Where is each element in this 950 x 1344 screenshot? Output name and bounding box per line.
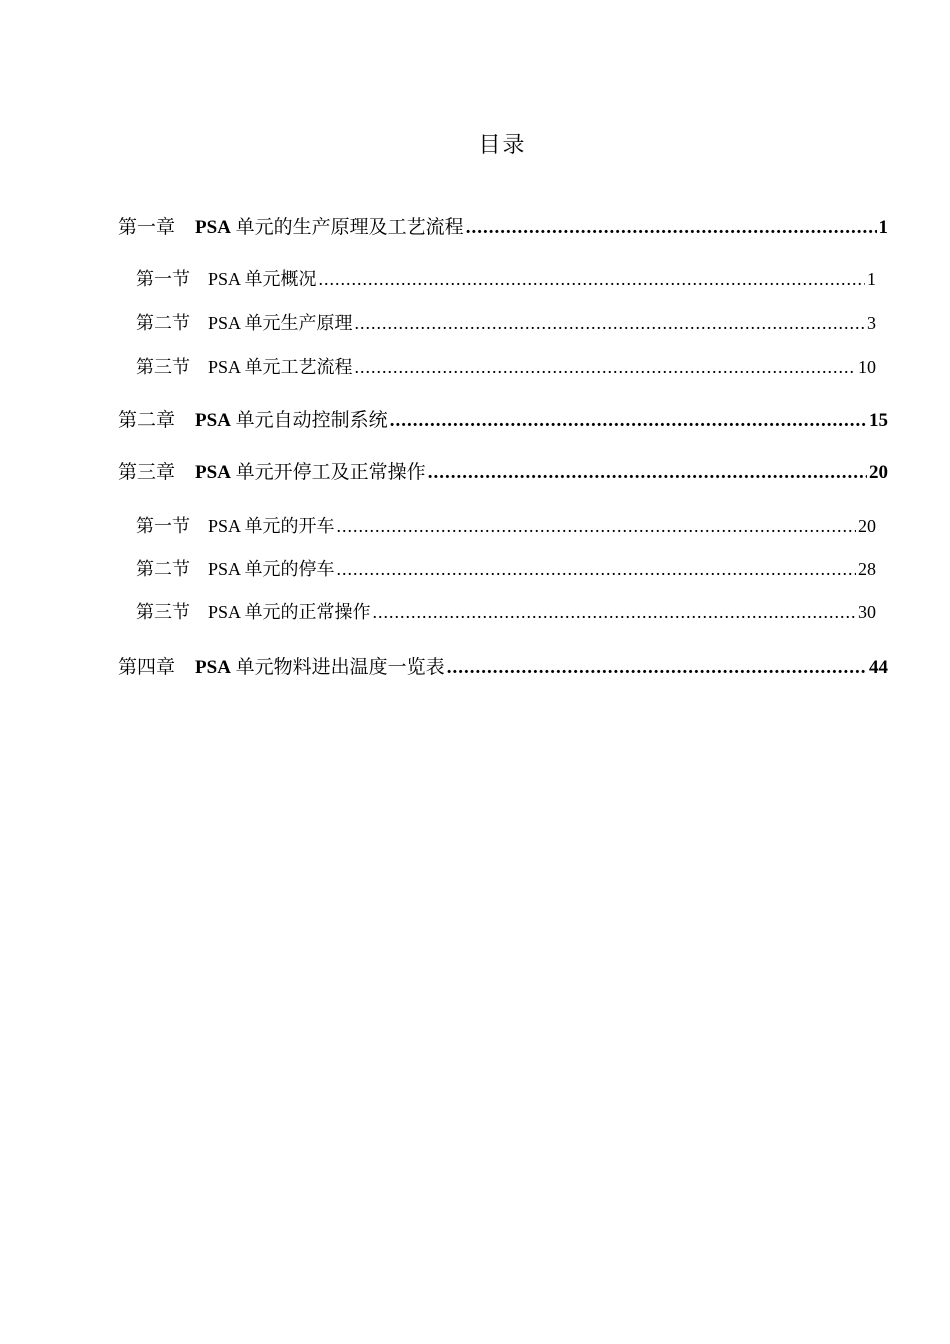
chapter-number: 第三章 <box>118 462 176 483</box>
toc-entry-label <box>118 405 388 432</box>
psa-label: PSA <box>195 462 231 483</box>
psa-label: PSA <box>195 657 231 678</box>
toc-entry-label <box>136 353 353 379</box>
psa-label: PSA <box>208 313 241 333</box>
section-title: 单元的开车 <box>244 516 335 536</box>
dot-leader <box>337 559 856 580</box>
dot-leader <box>390 410 867 432</box>
page-number: 30 <box>858 602 876 622</box>
dot-leader <box>428 462 867 484</box>
toc-section-1-2[interactable] <box>136 309 876 335</box>
page-title: 目录 <box>478 132 527 157</box>
section-title: 单元的停车 <box>244 559 335 579</box>
section-number: 第一节 <box>136 269 190 289</box>
dot-leader <box>355 313 865 334</box>
toc-chapter-3[interactable] <box>118 457 888 484</box>
page-number: 20 <box>858 516 876 536</box>
chapter-title: 单元物料进出温度一览表 <box>235 657 445 678</box>
toc-section-1-1[interactable] <box>136 265 876 291</box>
section-title: 单元生产原理 <box>244 313 353 333</box>
section-title: 单元的正常操作 <box>244 602 371 622</box>
toc-entry-label <box>118 652 445 679</box>
section-number: 第二节 <box>136 559 190 579</box>
toc-entry-label <box>136 512 335 538</box>
chapter-number: 第四章 <box>118 657 176 678</box>
page-number: 44 <box>869 657 888 678</box>
dot-leader <box>373 602 856 623</box>
toc-entry-label <box>118 212 464 239</box>
dot-leader <box>319 269 865 290</box>
page-number: 1 <box>878 217 888 238</box>
psa-label: PSA <box>195 217 231 238</box>
psa-label: PSA <box>208 357 241 377</box>
dot-leader <box>466 217 877 239</box>
toc-chapter-1[interactable] <box>118 212 888 239</box>
dot-leader <box>337 516 856 537</box>
page-number: 20 <box>869 462 888 483</box>
psa-label: PSA <box>208 559 241 579</box>
toc-entry-label <box>136 309 353 335</box>
section-number: 第二节 <box>136 313 190 333</box>
toc-entry-label <box>118 457 426 484</box>
psa-label: PSA <box>195 410 231 431</box>
section-number: 第一节 <box>136 516 190 536</box>
toc-section-3-2[interactable] <box>136 555 876 581</box>
section-title: 单元工艺流程 <box>244 357 353 377</box>
section-number: 第三节 <box>136 357 190 377</box>
psa-label: PSA <box>208 516 241 536</box>
chapter-number: 第二章 <box>118 410 176 431</box>
chapter-number: 第一章 <box>118 217 176 238</box>
toc-section-3-3[interactable] <box>136 598 876 624</box>
chapter-title: 单元的生产原理及工艺流程 <box>235 217 464 238</box>
chapter-title: 单元自动控制系统 <box>235 410 388 431</box>
toc-entry-label <box>136 555 335 581</box>
toc-chapter-2[interactable] <box>118 405 888 432</box>
psa-label: PSA <box>208 269 241 289</box>
psa-label: PSA <box>208 602 241 622</box>
dot-leader <box>447 657 867 679</box>
section-title: 单元概况 <box>244 269 317 289</box>
toc-entry-label <box>136 598 371 624</box>
section-number: 第三节 <box>136 602 190 622</box>
chapter-title: 单元开停工及正常操作 <box>235 462 426 483</box>
page-number: 1 <box>867 269 876 289</box>
toc-entry-label <box>136 265 317 291</box>
toc-section-1-3[interactable] <box>136 353 876 379</box>
dot-leader <box>355 357 856 378</box>
page-number: 15 <box>869 410 888 431</box>
page-number: 3 <box>867 313 876 333</box>
page-number: 28 <box>858 559 876 579</box>
toc-chapter-4[interactable] <box>118 652 888 679</box>
toc-section-3-1[interactable] <box>136 512 876 538</box>
page-number: 10 <box>858 357 876 377</box>
